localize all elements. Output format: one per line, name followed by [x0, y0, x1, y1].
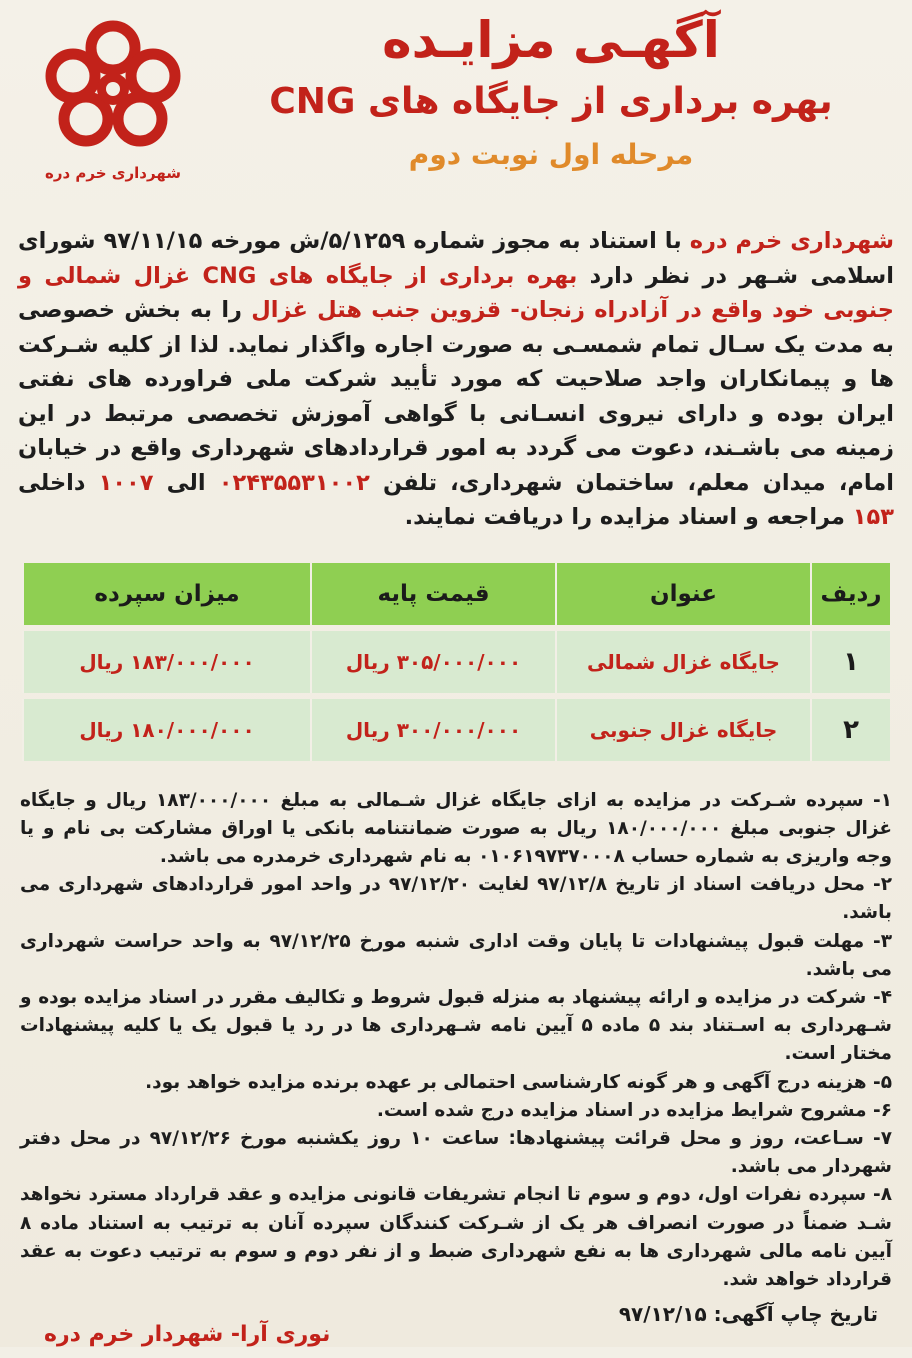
municipality-name: شهرداری خرم دره	[689, 228, 894, 254]
intro-text-3: الی	[153, 469, 219, 496]
logo-caption: شهرداری خرم دره	[45, 164, 181, 182]
header-row-number: ردیف	[810, 563, 890, 625]
term-item-1: ۱- سپرده شـرکت در مزایده به ازای جایگاه غزال شـمالی به مبلغ ۱۸۳/۰۰۰/۰۰۰ ریال و جایگاه غزال جنوبی مبلغ ۱۸۰/۰۰۰/۰۰۰ ریال به صورت ضمانتنامه بانکی یا اوراق مشارکت بی نام و یا وجه واریزی به شماره حساب ۰۱۰۶۱۹۷۳۷۰۰۰۸ به نام شهرداری خرمدره می باشد.	[20, 789, 893, 867]
term-item-8: ۸- سپرده نفرات اول، دوم و سوم تا انجام تشریفات قانونی مزایده و عقد قرارداد مسترد نخواهد شـد ضمناً در صورت انصراف هر یک از شـرکت کنندگان سپرده آنان به ترتیب به استناد ماده ۸ آیین نامه مالی شهرداری ها به نفع شهرداری ضبط و از نفر دوم و سوم به ترتیب دعوت به عقد قرارداد خواهد شد.	[20, 1184, 892, 1290]
table-header-row	[22, 563, 890, 625]
title-block	[204, 6, 898, 180]
row-number: ۲	[810, 699, 890, 761]
header-deposit: میزان سپرده	[22, 563, 310, 625]
header-title: عنوان	[555, 563, 810, 625]
footer	[14, 1298, 898, 1358]
row-deposit: ۱۸۳/۰۰۰/۰۰۰ ریال	[22, 631, 310, 693]
table-row	[22, 631, 890, 693]
mayor-signature: نوری آرا- شهردار خرم دره	[44, 1322, 331, 1348]
terms-list	[14, 787, 898, 1295]
row-number: ۱	[810, 631, 890, 693]
intro-text-4: داخلی	[18, 469, 99, 496]
intro-paragraph	[14, 224, 898, 535]
table-row	[22, 699, 890, 761]
flower-logo-icon	[28, 14, 198, 164]
row-deposit: ۱۸۰/۰۰۰/۰۰۰ ریال	[22, 699, 310, 761]
row-title: جایگاه غزال شمالی	[555, 631, 810, 693]
phone-number: ۰۲۴۳۵۵۳۱۰۰۲	[218, 469, 370, 496]
page-title: آگهـی مزایـده	[382, 11, 720, 69]
row-title: جایگاه غزال جنوبی	[555, 699, 810, 761]
header	[14, 6, 898, 206]
municipality-logo	[28, 14, 198, 194]
auction-subject: بهره برداری از جایگاه های CNG غزال شمالی و جنوبی خود واقع در آزادراه زنجان- قزوین جنب هتل غزال	[18, 262, 895, 323]
row-base-price: ۳۰۰/۰۰۰/۰۰۰ ریال	[310, 699, 555, 761]
auction-table-wrapper	[22, 557, 890, 767]
extension-number: ۱۵۳	[852, 504, 894, 530]
term-item-7: ۷- سـاعت، روز و محل قرائت پیشنهادها: ساعت ۱۰ روز یکشنبه مورخ ۹۷/۱۲/۲۶ در محل دفتر شهردار می باشد.	[20, 1127, 892, 1178]
page-subtitle: بهره برداری از جایگاه های CNG	[269, 81, 833, 122]
print-date: تاریخ چاپ آگهی: ۹۷/۱۲/۱۵	[618, 1302, 878, 1327]
term-item-3: ۳- مهلت قبول پیشنهادات تا پایان وقت اداری شنبه مورخ ۹۷/۱۲/۲۵ به واحد حراست شهرداری می باشد.	[20, 930, 892, 980]
term-item-6: ۶- مشروح شرایط مزایده در اسناد مزایده درج شده است.	[376, 1099, 892, 1121]
stage-label: مرحله اول نوبت دوم	[408, 138, 694, 171]
auction-table	[22, 557, 890, 767]
intro-text-5: مراجعه و اسناد مزایده را دریافت نمایند.	[404, 504, 853, 530]
term-item-2: ۲- محل دریافت اسناد از تاریخ ۹۷/۱۲/۸ لغایت ۹۷/۱۲/۲۰ در واحد امور قراردادهای شهرداری می باشد.	[20, 874, 893, 924]
term-item-5: ۵- هزینه درج آگهی و هر گونه کارشناسی احتمالی بر عهده برنده مزایده خواهد بود.	[145, 1071, 892, 1093]
term-item-4: ۴- شرکت در مزایده و ارائه پیشنهاد به منزله قبول شروط و تکالیف مقرر در اسناد مزایده بوده و شـهرداری به اسـتناد بند ۵ ماده ۵ آیین نامه شـهرداری ها در رد یا قبول یک یا کلیه پیشنهادات مختار است.	[20, 986, 893, 1065]
intro-text-1: با استناد به مجوز شماره ۵/۱۲۵۹/ش مورخه ۹۷/۱۱/۱۵ شورای اسلامی شـهر در نظر دارد	[18, 228, 895, 289]
phone-range-end: ۱۰۰۷	[98, 469, 154, 496]
intro-text-2: را به بخش خصوصی به مدت یک سـال تمام شمسـی به صورت اجاره واگذار نماید. لذا از کلیه شـرکت ها و پیمانکاران واجد صلاحیت که مورد تأیید شرکت ملی فراورده های نفتی ایران بوده و دارای نیروی انسـانی با گواهی آموزش تخصصی مرتبط در این زمینه می باشـند، دعوت می گردد به امور قراردادهای شهرداری واقع در خیابان امام، میدان معلم، ساختمان شهرداری، تلفن	[18, 297, 895, 496]
row-base-price: ۳۰۵/۰۰۰/۰۰۰ ریال	[310, 631, 555, 693]
header-base-price: قیمت پایه	[310, 563, 555, 625]
